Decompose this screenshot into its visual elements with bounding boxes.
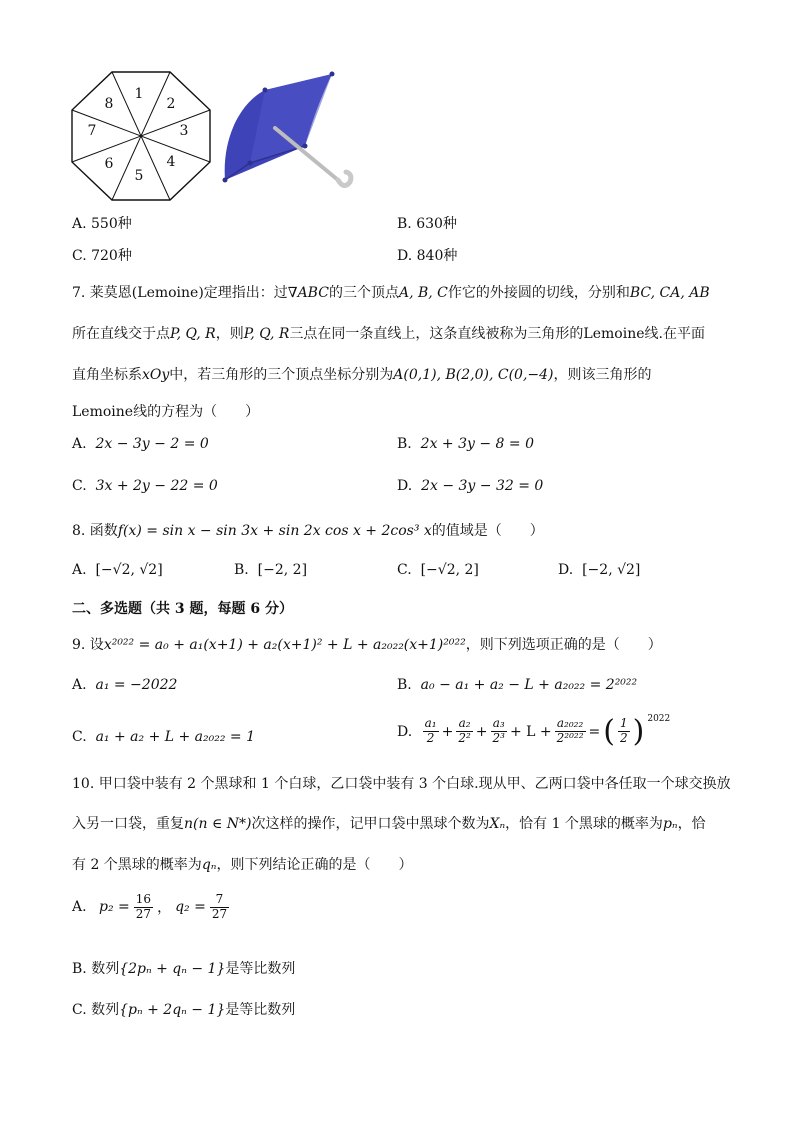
q10-option-a-q-frac (210, 893, 229, 922)
q7-option-b-eq: 2x + 3y − 8 = 0 (420, 436, 534, 452)
q8-option-a-label: A. (72, 562, 87, 578)
q10-option-b-label: B. 数列 (72, 961, 120, 977)
q7-option-d-eq: 2x − 3y − 32 = 0 (421, 478, 544, 494)
q10-option-a-p: p₂ = (99, 899, 130, 916)
q9-option-c-eq: a₁ + a₂ + L + a₂₀₂₂ = 1 (95, 729, 256, 745)
q9-d-frac-4 (555, 717, 586, 746)
q7-line-4: Lemoine线的方程为（ ） (72, 404, 260, 420)
octagon-spinner-figure (70, 70, 212, 202)
q10-option-c-seq: {pₙ + 2qₙ − 1} (119, 1002, 226, 1018)
q10-option-c-post: 是等比数列 (225, 1002, 296, 1018)
octagon-sector-label: 7 (87, 123, 97, 139)
q7-vertex-coords: A(0,1), B(2,0), C(0,−4) (393, 367, 554, 383)
q10-a-p-den: 27 (135, 906, 152, 921)
octagon-sector-label: 1 (134, 86, 144, 102)
q7-coord-system: xOy (142, 367, 170, 383)
q7-line2-post: 三点在同一条直线上，这条直线被称为三角形的Lemoine线.在平面 (289, 326, 705, 342)
q10-line-3 (72, 854, 412, 874)
q8-option-c-value: [−√2, 2] (420, 562, 479, 578)
q10-line2-pre: 入另一口袋，重复 (72, 816, 184, 832)
q10-option-a-sep: ， (157, 900, 172, 917)
octagon-sector-label: 3 (179, 123, 189, 139)
q7-option-a-label: A. (72, 436, 87, 452)
q7-line-3 (72, 364, 652, 384)
q10-option-c-label: C. 数列 (72, 1002, 120, 1018)
octagon-sector-label: 2 (166, 96, 176, 112)
q7-option-c (72, 478, 218, 494)
q9-option-b (397, 677, 637, 693)
q10-qn: qₙ (201, 857, 217, 873)
q10-line-2 (72, 813, 706, 833)
q9-option-a (72, 677, 177, 693)
q8-post: 的值域是（ ） (431, 523, 544, 539)
q7-option-a-eq: 2x − 3y − 2 = 0 (95, 436, 209, 452)
q8-function: f(x) = sin x − sin 3x + sin 2x cos x + 2cos³ x (117, 523, 432, 539)
octagon-sector-label: 4 (166, 154, 176, 170)
q9-d-frac-1 (423, 717, 439, 746)
q10-line-1: 10. 甲口袋中装有 2 个黑球和 1 个白球，乙口袋中装有 3 个白球.现从甲、乙两口袋中各任取一个球交换放 (72, 776, 731, 792)
umbrella-image (220, 68, 355, 193)
q9-d-rhs-den: 2 (620, 731, 628, 745)
q10-option-b-post: 是等比数列 (225, 961, 296, 977)
q9-expansion: x²⁰²² = a₀ + a₁(x+1) + a₂(x+1)² + L + a₂₀₂₂(x+1)²⁰²² (103, 637, 466, 653)
q7-line-2 (72, 323, 705, 343)
q7-line1-pre: 7. 莱莫恩(Lemoine)定理指出：过 (72, 285, 288, 301)
q7-option-b (397, 436, 534, 452)
q7-option-b-label: B. (397, 436, 412, 452)
q8-option-d-value: [−2, √2] (582, 562, 641, 578)
q9-d-rhs-frac (618, 717, 630, 746)
q10-line3-pre: 有 2 个黑球的概率为 (72, 857, 202, 873)
q7-line3-pre: 直角坐标系 (72, 367, 142, 383)
q7-line2-pre: 所在直线交于点 (72, 326, 170, 342)
q9-d-frac-3 (491, 717, 507, 746)
q8-option-d-label: D. (558, 562, 574, 578)
q9-d-frac-2-den: 2² (458, 731, 471, 745)
q9-d-frac-1-den: 2 (423, 731, 439, 746)
q6-option-c: C. 720种 (72, 248, 132, 264)
q9-post: ，则下列选项正确的是（ ） (465, 637, 662, 653)
q10-pn: pₙ (662, 816, 678, 832)
q7-sides: BC, CA, AB (629, 285, 710, 301)
q9-option-d-label: D. (397, 723, 413, 740)
q7-line1-post: 作它的外接圆的切线，分别和 (447, 285, 630, 301)
q10-option-a-label: A. (72, 899, 87, 916)
q10-line2-post: ，恰 (677, 816, 706, 832)
umbrella-svg (220, 68, 355, 193)
q10-line2-mid: 次这样的操作，记甲口袋中黑球个数为 (251, 816, 490, 832)
q10-option-a-q: q₂ = (175, 899, 206, 916)
q10-a-q-num: 7 (215, 892, 224, 906)
q7-option-c-label: C. (72, 478, 87, 494)
q7-line2-mid: ，则 (215, 326, 244, 342)
q7-points-pqr: P, Q, R (170, 326, 216, 342)
q7-points-pqr-2: P, Q, R (243, 326, 290, 342)
q8-option-b-value: [−2, 2] (257, 562, 308, 578)
q9-d-rhs-num: 1 (620, 716, 628, 731)
q7-line-1 (72, 282, 710, 302)
q8-option-b (234, 562, 307, 578)
q7-option-c-eq: 3x + 2y − 22 = 0 (95, 478, 218, 494)
q7-line1-mid: 的三个顶点 (328, 285, 399, 301)
q7-vertices: A, B, C (398, 285, 448, 301)
q8-stem (72, 520, 544, 540)
q8-option-d (558, 562, 640, 578)
q9-option-a-eq: a₁ = −2022 (95, 677, 178, 693)
q10-line3-post: ，则下列结论正确的是（ ） (216, 857, 413, 873)
octagon-spinner-svg (70, 70, 212, 202)
octagon-sector-label: 8 (104, 96, 114, 112)
q9-option-b-eq: a₀ − a₁ + a₂ − L + a₂₀₂₂ = 2²⁰²² (420, 677, 638, 693)
q6-option-d: D. 840种 (397, 248, 458, 264)
q7-line3-post: ，则该三角形的 (553, 367, 652, 383)
section-2-title: 二、多选题（共 3 题，每题 6 分） (72, 601, 293, 617)
q10-option-a (72, 893, 229, 922)
q10-line2-mid2: ，恰有 1 个黑球的概率为 (505, 816, 663, 832)
q7-line3-mid: 中，若三角形的三个顶点坐标分别为 (169, 367, 394, 383)
q9-option-a-label: A. (72, 677, 87, 693)
q10-option-c (72, 999, 295, 1019)
q10-a-q-den: 27 (211, 906, 228, 921)
q7-option-a (72, 436, 209, 452)
q9-d-exponent: 2022 (647, 714, 671, 724)
q7-triangle: ∇ABC (287, 285, 329, 301)
octagon-sector-label: 6 (104, 156, 114, 172)
q9-d-frac-4-num: a₂₀₂₂ (556, 716, 584, 731)
q6-option-b: B. 630种 (397, 216, 457, 232)
q6-option-a: A. 550种 (72, 216, 132, 232)
q8-pre: 8. 函数 (72, 523, 118, 539)
q8-option-c (397, 562, 479, 578)
q9-stem (72, 634, 662, 654)
q8-option-c-label: C. (397, 562, 412, 578)
q7-option-d-label: D. (397, 478, 413, 494)
q8-option-a (72, 562, 163, 578)
q9-pre: 9. 设 (72, 637, 104, 653)
q8-option-a-value: [−√2, √2] (95, 562, 163, 578)
octagon-sector-label: 5 (134, 168, 144, 184)
q9-d-frac-2 (456, 717, 472, 746)
q9-d-frac-2-num: a₂ (458, 716, 471, 731)
q10-option-b (72, 958, 295, 978)
q10-xn: Xₙ (489, 816, 506, 832)
q9-d-frac-1-num: a₁ (424, 716, 437, 731)
q9-d-mid: + L + (509, 723, 552, 740)
q9-d-frac-3-den: 2³ (492, 731, 505, 745)
q9-d-frac-3-num: a₃ (492, 716, 505, 731)
q9-d-frac-4-den: 2²⁰²² (556, 731, 584, 745)
q10-option-a-p-frac (134, 893, 153, 922)
q9-option-b-label: B. (397, 677, 412, 693)
q10-n: n(n ∈ N*) (184, 816, 252, 832)
q9-option-d: D. $\frac{\text{a₁}}{2}$ + $\frac{\text{a₂}}{\text{2²}}$ + $\frac{\text{a₃}}{\text{2³}}$ + L + $\frac{\text{a₂₀₂₂}}{\text{2²⁰²²}}$ = ( $\frac{1}{2}$ ) $^{2022}$ (397, 714, 671, 749)
q9-option-c (72, 729, 255, 745)
q9-option-c-label: C. (72, 729, 87, 745)
q10-a-p-num: 16 (135, 892, 152, 906)
q10-option-b-seq: {2pₙ + qₙ − 1} (119, 961, 226, 977)
q8-option-b-label: B. (234, 562, 249, 578)
q7-option-d (397, 478, 543, 494)
